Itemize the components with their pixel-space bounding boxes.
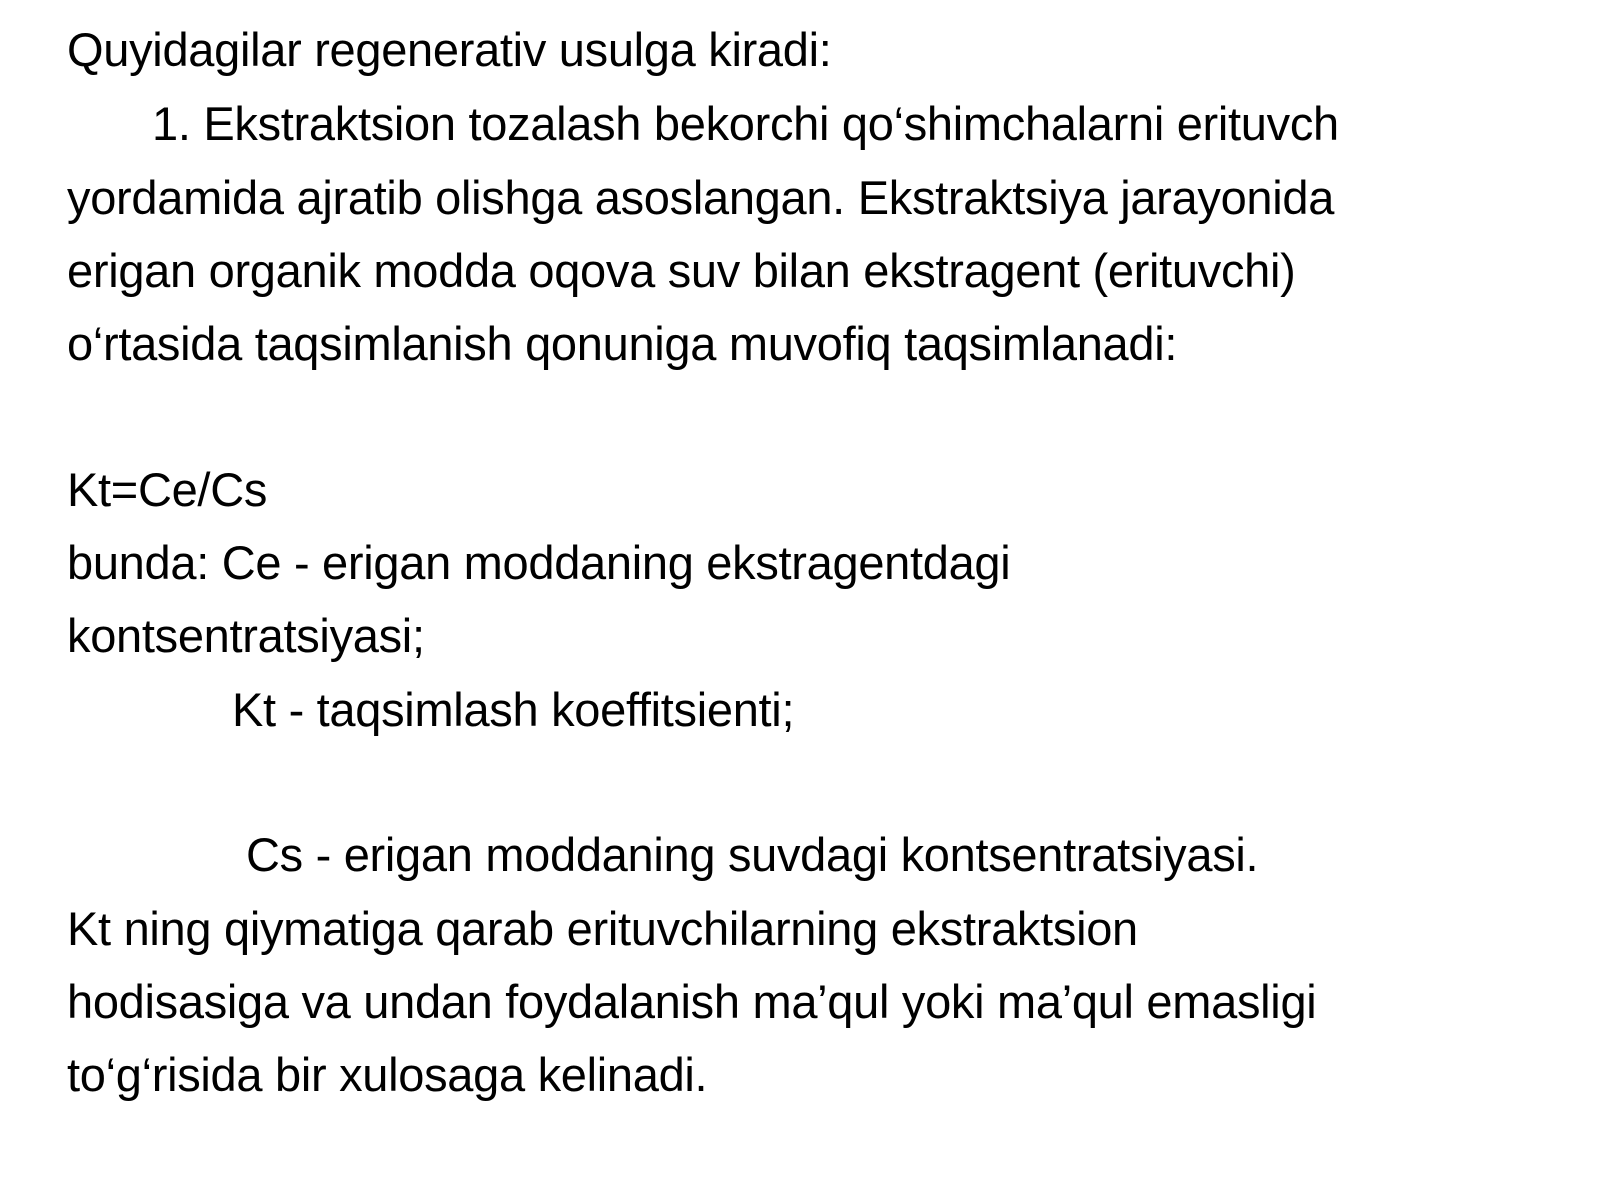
conclusion-line-3: to‘g‘risida bir xulosaga kelinadi. <box>67 1048 708 1101</box>
conclusion-line-1: Kt ning qiymatiga qarab erituvchilarning ekstraktsion <box>67 902 1138 955</box>
list-item-1-line-3: erigan organik modda oqova suv bilan ekstragent (erituvchi) <box>67 244 1296 297</box>
list-item-1-line-2: yordamida ajratib olishga asoslangan. Ekstraktsiya jarayonida <box>67 171 1335 224</box>
definition-cs: Cs - erigan moddaning suvdagi kontsentratsiyasi. <box>246 828 1259 881</box>
definition-kt: Kt - taqsimlash koeffitsienti; <box>232 683 795 736</box>
list-item-1-line-4: o‘rtasida taqsimlanish qonuniga muvofiq taqsimlanadi: <box>67 317 1178 370</box>
conclusion-line-2: hodisasiga va undan foydalanish ma’qul yoki ma’qul emasligi <box>67 975 1317 1028</box>
definition-ce-line-1: bunda: Ce - erigan moddaning ekstragentdagi <box>67 536 1011 589</box>
heading-line: Quyidagilar regenerativ usulga kiradi: <box>67 23 832 76</box>
list-item-1-line-1: 1. Ekstraktsion tozalash bekorchi qo‘shimchalarni erituvch <box>152 97 1339 150</box>
definition-ce-line-2: kontsentratsiyasi; <box>67 609 425 662</box>
formula: Kt=Ce/Cs <box>67 463 268 516</box>
